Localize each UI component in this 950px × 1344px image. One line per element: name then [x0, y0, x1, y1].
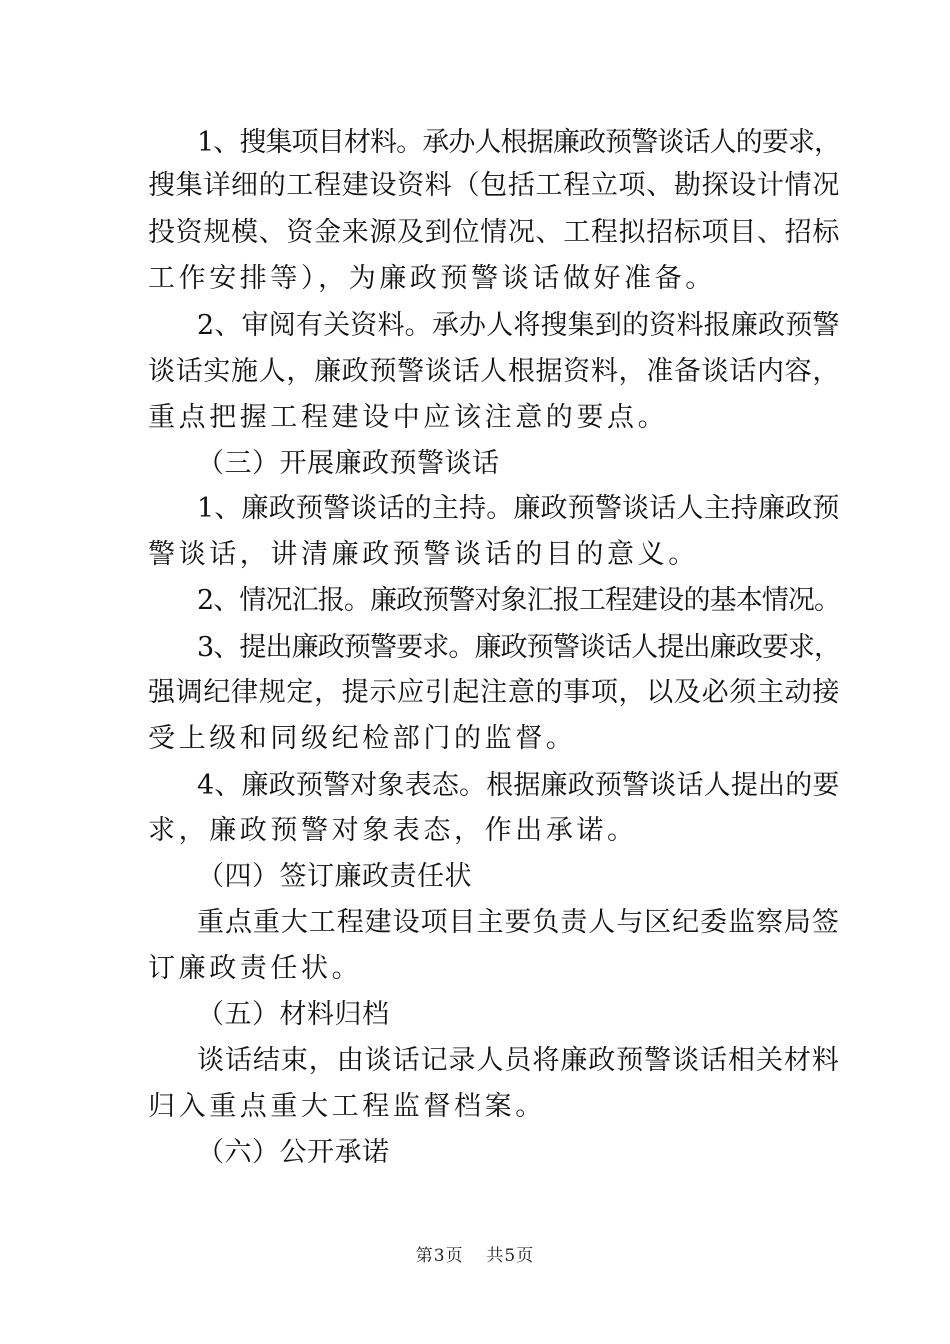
section-heading: （三）开展廉政预警谈话	[197, 448, 500, 479]
paragraph-line: 搜集详细的工程建设资料（包括工程立项、勘探设计情况	[148, 170, 840, 201]
paragraph-line: 2、情况汇报。廉政预警对象汇报工程建设的基本情况。	[197, 585, 841, 616]
paragraph-line: 1、搜集项目材料。承办人根据廉政预警谈话人的要求，	[197, 127, 841, 158]
paragraph-line: 归入重点重大工程监督档案。	[148, 1091, 546, 1122]
paragraph-line: 订廉政责任状。	[148, 953, 363, 984]
paragraph-line: 警谈话，讲清廉政预警谈话的目的意义。	[148, 539, 699, 570]
paragraph-line: 4、廉政预警对象表态。根据廉政预警谈话人提出的要	[197, 770, 840, 801]
section-heading: （五）材料归档	[197, 999, 390, 1030]
paragraph-line: 求，廉政预警对象表态，作出承诺。	[148, 815, 638, 846]
section-heading: （四）签订廉政责任状	[197, 861, 472, 892]
paragraph-line: 重点重大工程建设项目主要负责人与区纪委监察局签	[197, 907, 840, 938]
paragraph-line: 工作安排等），为廉政预警谈话做好准备。	[148, 263, 716, 294]
paragraph-line: 2、审阅有关资料。承办人将搜集到的资料报廉政预警	[197, 310, 840, 341]
paragraph-line: 重点把握工程建设中应该注意的要点。	[148, 402, 669, 433]
page-total: 共5页	[486, 1246, 535, 1266]
page-footer	[0, 1241, 950, 1266]
paragraph-line: 1、廉政预警谈话的主持。廉政预警谈话人主持廉政预	[197, 493, 840, 524]
paragraph-line: 谈话实施人，廉政预警谈话人根据资料，准备谈话内容，	[148, 356, 840, 387]
paragraph-line: 投资规模、资金来源及到位情况、工程拟招标项目、招标	[148, 217, 840, 248]
paragraph-line: 受上级和同级纪检部门的监督。	[148, 723, 577, 754]
paragraph-line: 强调纪律规定，提示应引起注意的事项，以及必须主动接	[148, 677, 840, 708]
page-number: 第3页	[415, 1246, 464, 1266]
paragraph-line: 3、提出廉政预警要求。廉政预警谈话人提出廉政要求，	[197, 632, 841, 663]
paragraph-line: 谈话结束，由谈话记录人员将廉政预警谈话相关材料	[197, 1045, 840, 1076]
section-heading: （六）公开承诺	[197, 1137, 390, 1168]
